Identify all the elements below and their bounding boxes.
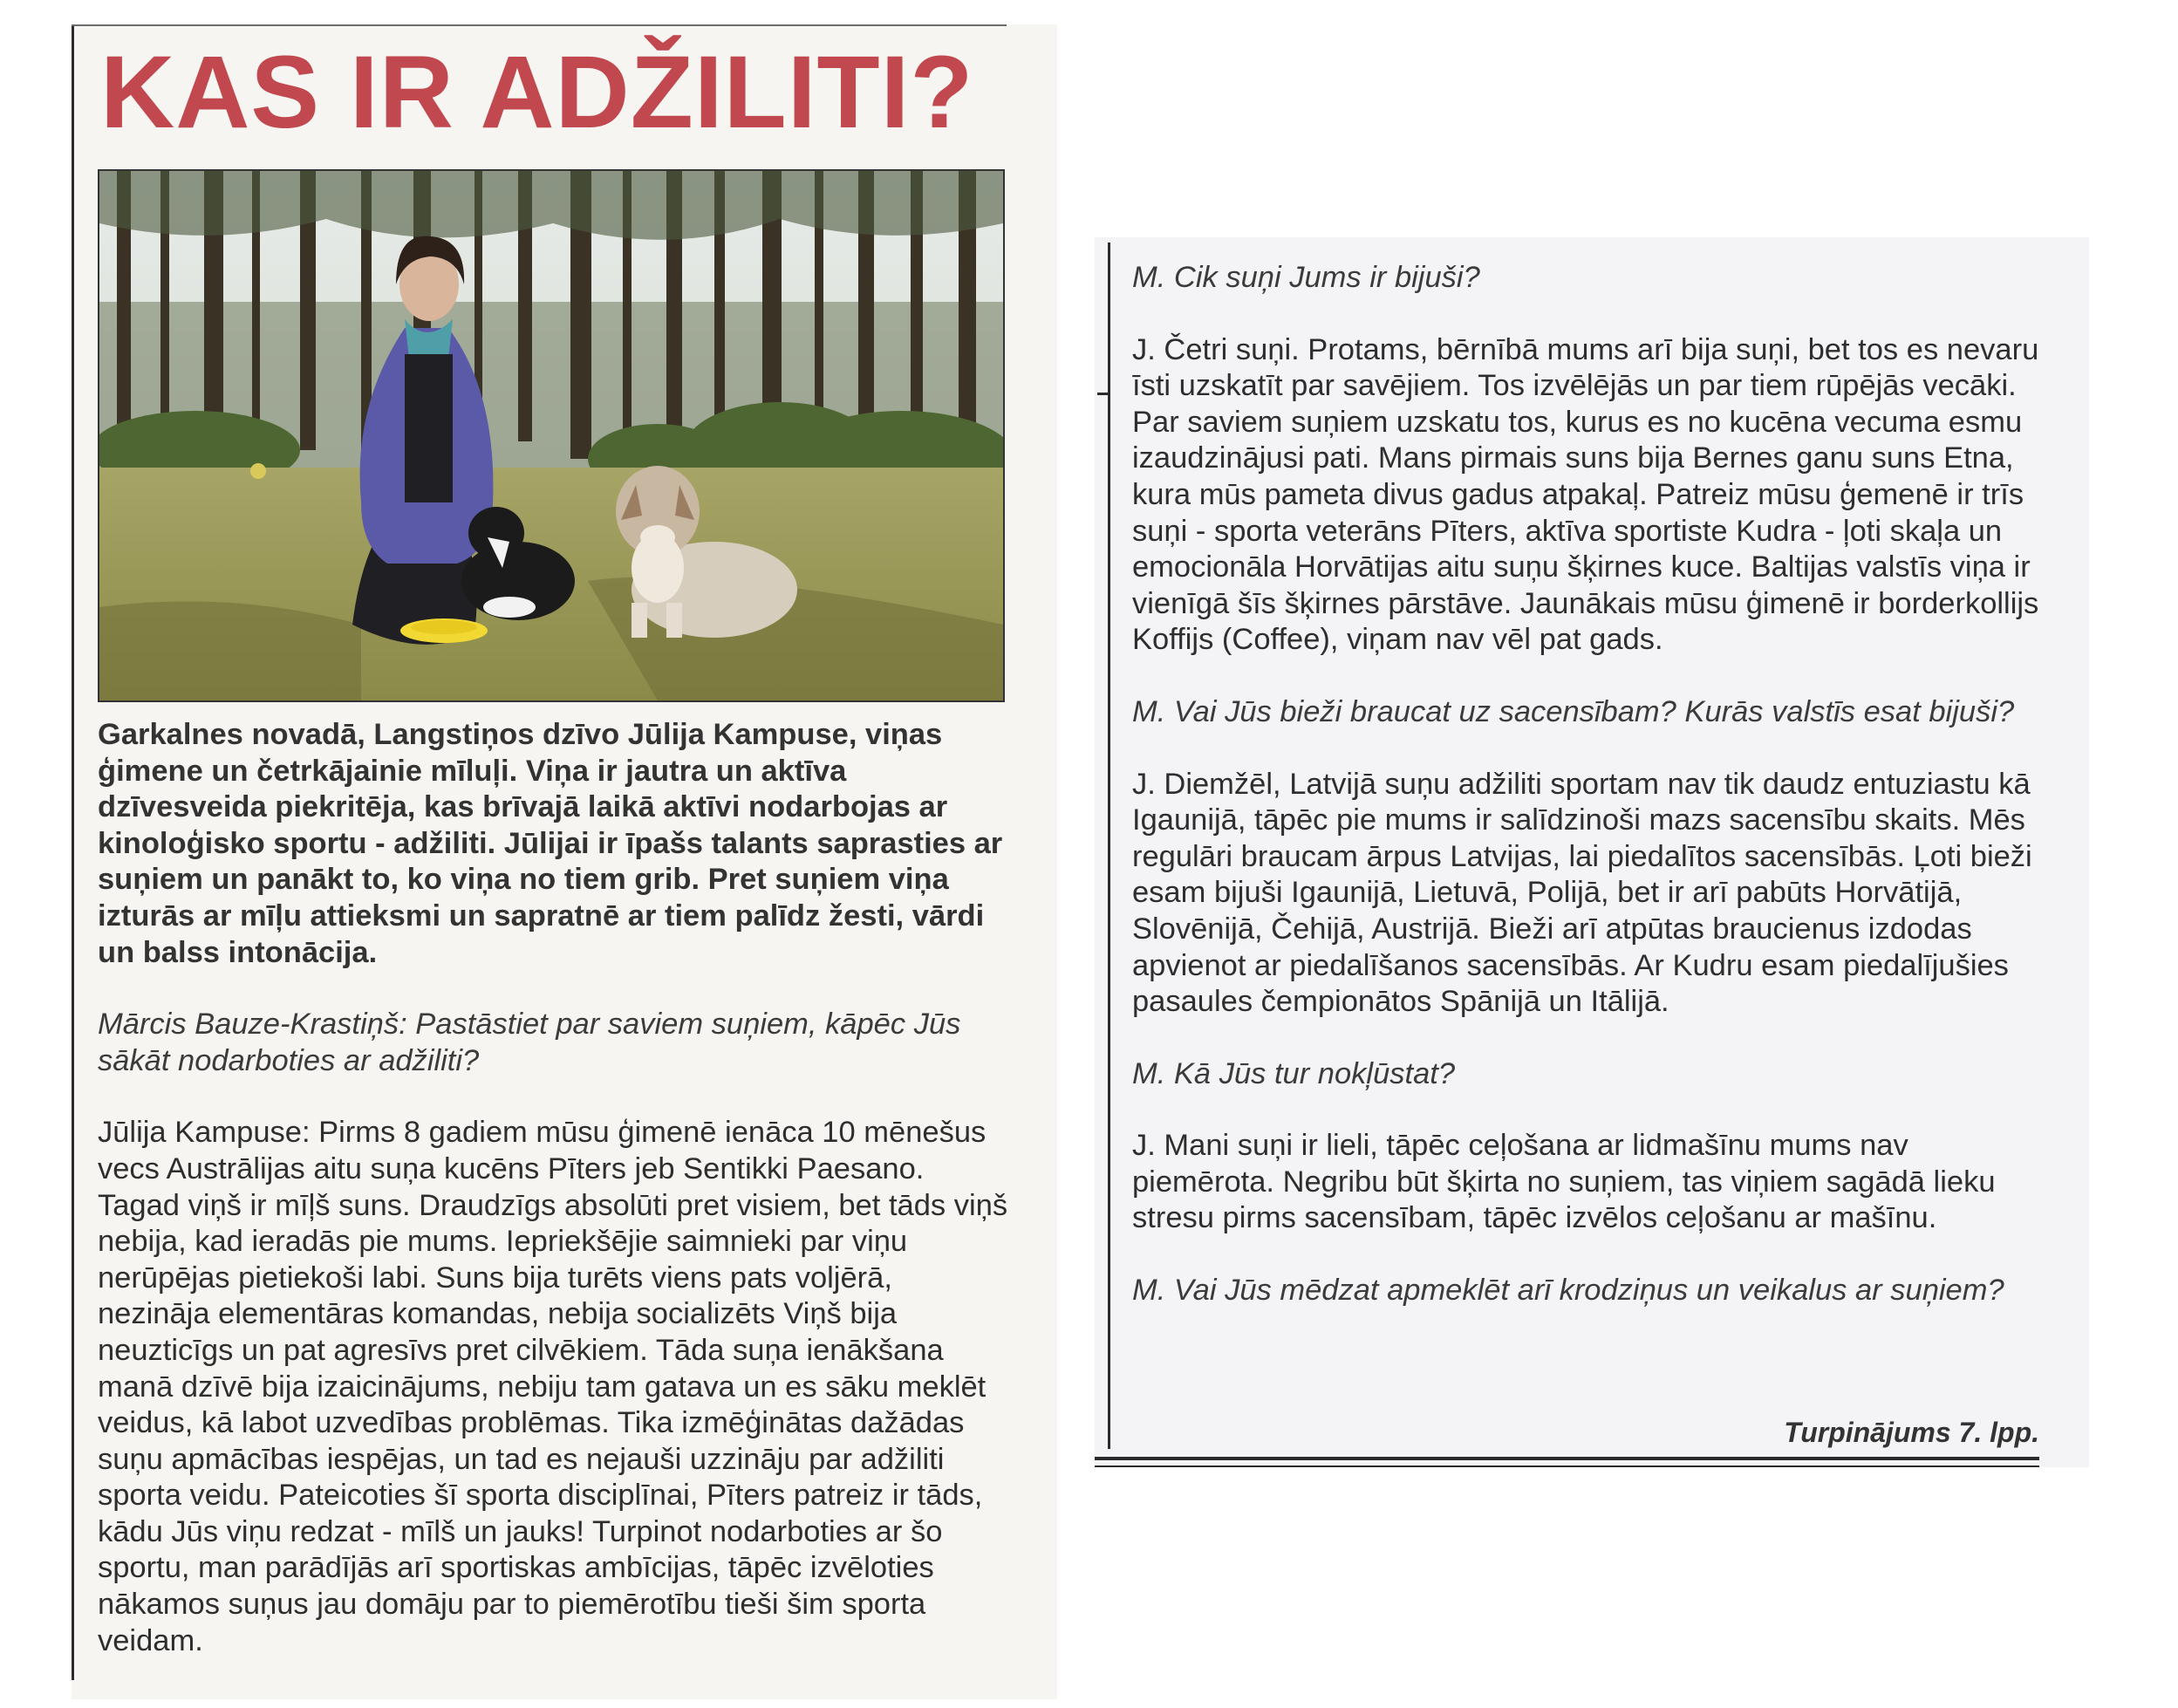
interview-question: M. Cik suņi Jums ir bijuši?: [1132, 261, 1480, 294]
right-column-text: [1132, 260, 2039, 1309]
right-column-rule: [1108, 243, 1110, 1449]
article-lede: Garkalnes novadā, Langstiņos dzīvo Jūlija Kampuse, viņas ģimene un četrkājainie mīluļi. Viņa ir jautra un aktīva dzīvesveida piekritēja, kas brīvajā laikā aktīvi nodarbojas ar kinoloģisko sportu - adžiliti. Jūlijai ir īpašs talants saprasties ar suņiem un panākt to, ko viņa no tiem grib. Pret suņiem viņa izturās ar mīļu attieksmi un sapratnē ar tiem palīdz žesti, vārdi un balss intonācija.: [98, 718, 1003, 969]
bottom-rule-thin: [1095, 1465, 2039, 1467]
interview-answer: J. Četri suņi. Protams, bērnībā mums arī bija suņi, bet tos es nevaru īsti uzskatīt par savējiem. Tos izvēlējās un par tiem rūpējās vecāki. Par saviem suņiem uzskatu tos, kurus es no kucēna vecuma esmu izaudzinājusi pati. Mans pirmais suns bija Bernes ganu suns Etna, kura mūs pameta divus gadus atpakaļ. Patreiz mūsu ģemenē ir trīs suņi - sporta veterāns Pīters, aktīva sportiste Kudra - ļoti skaļa un emocionāla Horvātijas aitu suņu šķirnes kuce. Baltijas valstīs viņa ir vienīgā šīs šķirnes pārstāve. Jaunākais mūsu ģimenē ir borderkollijs Koffijs (Coffee), viņam nav vēl pat gads.: [1132, 332, 2039, 657]
top-rule: [72, 24, 1007, 26]
interview-question: M. Kā Jūs tur nokļūstat?: [1132, 1056, 1456, 1090]
interview-question: M. Vai Jūs mēdzat apmeklēt arī krodziņus un veikalus ar suņiem?: [1132, 1274, 2004, 1308]
margin-tick: [1097, 393, 1109, 395]
photo-woman-with-two-dogs-in-garden-icon: [99, 171, 1003, 700]
interview-answer: J. Diemžēl, Latvijā suņu adžiliti sportam nav tik daudz entuziastu kā Igaunijā, tāpēc pie mums ir salīdzinoši mazs sacensību skaits. Mēs regulāri braucam ārpus Latvijas, lai piedalītos sacensībās. Ļoti bieži esam bijuši Igaunijā, Lietuvā, Polijā, bet ir arī pabūts Horvātijā, Slovēnijā, Čehijā, Austrijā. Bieži arī atpūtas braucienus izdodas apvienot ar piedalīšanos sacensībās. Ar Kudru esam piedalījušies pasaules čempionātos Spānijā un Itālijā.: [1132, 767, 2032, 1019]
continued-note: Turpinājums 7. lpp.: [1784, 1417, 2039, 1448]
left-column-rule: [72, 24, 74, 1680]
interview-question: M. Vai Jūs bieži braucat uz sacensībam? Kurās valstīs esat bijuši?: [1132, 694, 2015, 728]
interview-answer: J. Mani suņi ir lieli, tāpēc ceļošana ar lidmašīnu mums nav piemērota. Negribu būt šķirta no suņiem, tas viņiem sagādā lieku stresu pirms sacensībam, tāpēc izvēlos ceļošanu ar mašīnu.: [1132, 1129, 1996, 1235]
interview-question: Mārcis Bauze-Krastiņš: Pastāstiet par saviem suņiem, kāpēc Jūs sākāt nodarboties ar adžiliti?: [98, 1008, 961, 1077]
bottom-rule: [1095, 1457, 2039, 1460]
article-photo: [98, 169, 1005, 702]
left-column-text: [98, 717, 1010, 1659]
interview-answer: Jūlija Kampuse: Pirms 8 gadiem mūsu ģimenē ienāca 10 mēnešus vecs Austrālijas aitu suņa kucēns Pīters jeb Sentikki Paesano. Tagad viņš ir mīļš suns. Draudzīgs absolūti pret visiem, bet tāds viņš nebija, kad ieradās pie mums. Iepriekšējie saimnieki par viņu nerūpējas pietiekoši labi. Suns bija turēts viens pats voljērā, nezināja elementāras komandas, nebija socializēts Viņš bija neuzticīgs un pat agresīvs pret cilvēkiem. Tāda suņa ienākšana manā dzīvē bija izaicinājums, nebiju tam gatava un es sāku meklēt veidus, kā labot uzvedības problēmas. Tika izmēģinātas dažādas suņu apmācības iespējas, un tad es nejauši uzzināju par adžiliti sporta veidu. Pateicoties šī sporta disciplīnai, Pīters patreiz ir tāds, kādu Jūs viņu redzat - mīlš un jauks! Turpinot nodarboties ar šo sportu, man parādījās arī sportiskas ambīcijas, tāpēc izvēloties nākamos suņus jau domāju par to piemērotību tieši šim sporta veidam.: [98, 1116, 1008, 1657]
article-headline: KAS IR ADŽILITI?: [100, 35, 974, 150]
